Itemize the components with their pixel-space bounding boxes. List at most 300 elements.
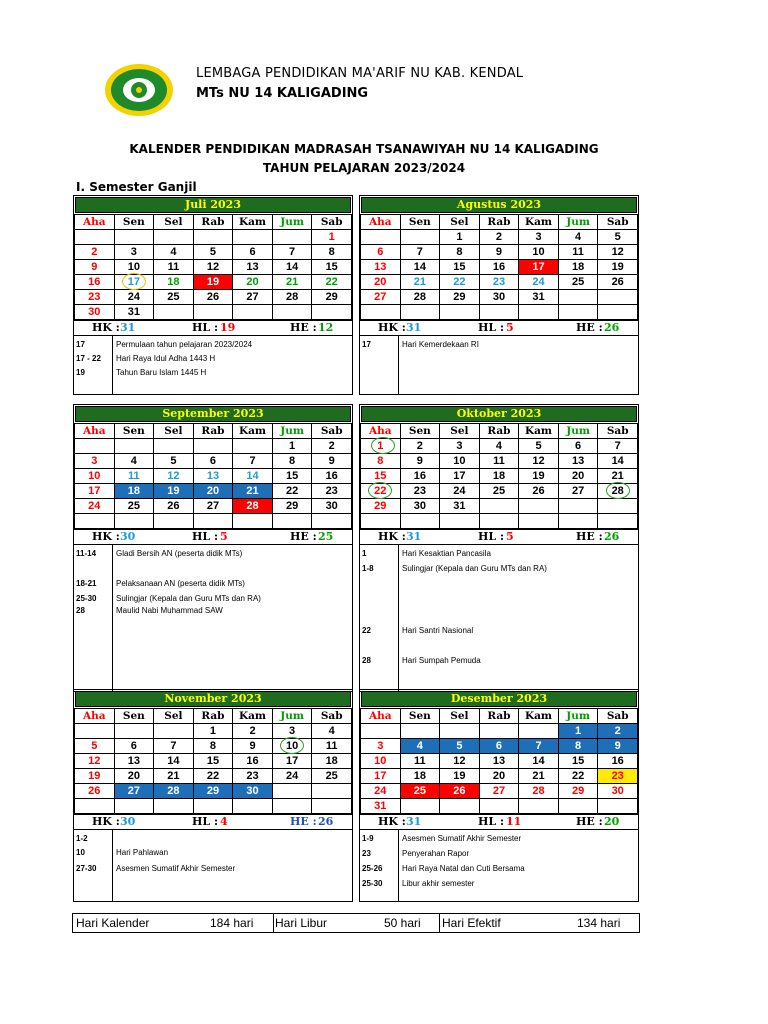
date-cell: 28 [519,784,559,799]
note-date: 10 [76,848,85,857]
he-value: 25 [318,530,334,543]
day-header: Sab [598,215,638,230]
date-cell: 1 [312,230,352,245]
semester-label: I. Semester Ganjil [76,180,197,194]
day-header: Jum [272,215,312,230]
date-cell: 5 [193,245,233,260]
day-header: Sab [312,424,352,439]
month-notes [360,830,638,901]
date-cell: 3 [114,245,154,260]
note-event: Hari Raya Natal dan Cuti Bersama [402,864,525,873]
date-cell [312,799,352,814]
month-notes [360,336,638,394]
date-cell: 19 [193,275,233,290]
date-cell: 2 [598,724,638,739]
highlighted-date: 1 [377,440,384,452]
month-stats [360,320,638,336]
calendar-days-label: Hari Kalender [76,916,150,930]
day-header: Sen [114,709,154,724]
date-cell: 27 [193,499,233,514]
note-date: 1 [362,549,367,558]
date-cell [272,305,312,320]
day-header: Sen [114,215,154,230]
date-cell: 20 [479,769,519,784]
month-title: Desember 2023 [361,691,637,707]
date-cell: 28 [400,290,440,305]
date-cell [193,230,233,245]
date-cell: 26 [519,484,559,499]
date-cell: 14 [272,260,312,275]
date-cell [193,514,233,529]
day-header: Rab [193,709,233,724]
effective-days-label: Hari Efektif [442,916,501,930]
note-event: Hari Kemerdekaan RI [402,340,479,349]
date-cell: 14 [400,260,440,275]
date-cell: 6 [361,245,401,260]
month-block [73,404,353,692]
he-label: HE : [576,530,603,543]
date-cell: 5 [598,230,638,245]
date-cell: 23 [400,484,440,499]
holidays-value: 50 hari [384,916,421,930]
he-value: 26 [604,530,620,543]
month-notes [360,545,638,691]
date-cell: 20 [558,469,598,484]
he-label: HE : [290,530,317,543]
date-cell [440,799,480,814]
date-cell: 15 [361,469,401,484]
date-cell: 14 [154,754,194,769]
date-cell: 19 [598,260,638,275]
date-cell: 9 [233,739,273,754]
date-cell [479,799,519,814]
date-cell [272,739,312,754]
date-cell: 7 [233,454,273,469]
day-header: Rab [479,424,519,439]
date-cell: 23 [479,275,519,290]
date-cell: 31 [519,290,559,305]
date-cell [75,514,115,529]
date-cell: 4 [400,739,440,754]
month-title: September 2023 [75,406,351,422]
day-header: Sab [312,215,352,230]
date-cell: 5 [440,739,480,754]
date-cell: 26 [598,275,638,290]
highlighted-date: 22 [374,485,387,497]
date-cell: 2 [400,439,440,454]
hk-label: HK : [92,530,120,543]
day-header: Sel [154,424,194,439]
calendar-table [74,708,352,814]
date-cell: 11 [479,454,519,469]
date-cell: 25 [400,784,440,799]
date-cell [272,799,312,814]
date-cell [400,799,440,814]
date-cell [193,305,233,320]
date-cell: 29 [272,499,312,514]
date-cell: 29 [193,784,233,799]
date-cell: 20 [193,484,233,499]
date-cell: 22 [272,484,312,499]
note-date: 27-30 [76,864,97,873]
note-date: 19 [76,368,85,377]
note-date: 25-30 [76,594,97,603]
date-cell: 30 [598,784,638,799]
note-date: 17 - 22 [76,354,101,363]
day-header: Jum [558,424,598,439]
date-cell: 17 [519,260,559,275]
summary-bar [72,913,640,933]
hl-label: HL : [478,321,505,334]
date-cell: 13 [233,260,273,275]
hk-value: 30 [120,530,136,543]
date-cell: 2 [233,724,273,739]
date-cell [272,230,312,245]
note-event: Gladi Bersih AN (peserta didik MTs) [116,549,243,558]
date-cell [75,230,115,245]
date-cell [312,514,352,529]
day-header: Kam [519,215,559,230]
date-cell: 11 [154,260,194,275]
hl-label: HL : [478,815,505,828]
date-cell [312,305,352,320]
date-cell: 8 [312,245,352,260]
date-cell: 3 [272,724,312,739]
calendar-table [74,423,352,529]
date-cell: 24 [361,784,401,799]
hl-value: 5 [506,530,514,543]
hl-value: 11 [506,815,522,828]
date-cell: 24 [272,769,312,784]
date-cell [400,514,440,529]
day-header: Sen [114,424,154,439]
date-cell: 17 [272,754,312,769]
day-header: Jum [558,709,598,724]
date-cell [598,514,638,529]
day-header: Aha [75,709,115,724]
date-cell [154,514,194,529]
date-cell [558,799,598,814]
day-header: Rab [193,215,233,230]
date-cell: 8 [558,739,598,754]
hk-label: HK : [378,815,406,828]
date-cell: 16 [598,754,638,769]
date-cell [193,439,233,454]
date-cell [114,275,154,290]
date-cell: 4 [154,245,194,260]
day-header: Aha [361,424,401,439]
day-header: Sab [598,424,638,439]
date-cell: 24 [114,290,154,305]
month-title: Agustus 2023 [361,197,637,213]
date-cell: 21 [519,769,559,784]
hk-value: 30 [120,815,136,828]
date-cell: 12 [440,754,480,769]
date-cell: 26 [193,290,233,305]
day-header: Sen [400,709,440,724]
date-cell: 11 [312,739,352,754]
date-cell: 28 [272,290,312,305]
date-cell: 13 [479,754,519,769]
date-cell [233,439,273,454]
date-cell: 4 [114,454,154,469]
hl-value: 4 [220,815,228,828]
date-cell: 9 [75,260,115,275]
date-cell: 12 [193,260,233,275]
date-cell: 16 [400,469,440,484]
date-cell [114,439,154,454]
date-cell: 1 [272,439,312,454]
hl-label: HL : [192,530,219,543]
note-date: 1-9 [362,834,374,843]
note-event: Hari Santri Nasional [402,626,474,635]
effective-days-value: 134 hari [577,916,621,930]
date-cell: 10 [361,754,401,769]
date-cell: 11 [558,245,598,260]
he-value: 20 [604,815,620,828]
hl-label: HL : [192,815,219,828]
date-cell [75,799,115,814]
hk-label: HK : [378,321,406,334]
date-cell [519,799,559,814]
note-date: 1-8 [362,564,374,573]
date-cell: 2 [75,245,115,260]
date-cell [233,230,273,245]
date-cell: 19 [75,769,115,784]
date-cell: 10 [75,469,115,484]
calendar-table [360,708,638,814]
month-block [359,404,639,692]
date-cell [519,514,559,529]
date-cell: 27 [558,484,598,499]
date-cell [558,499,598,514]
date-cell: 26 [440,784,480,799]
calendar-table [74,214,352,320]
date-cell [154,305,194,320]
date-cell: 21 [598,469,638,484]
note-event: Hari Raya Idul Adha 1443 H [116,354,216,363]
date-cell: 6 [193,454,233,469]
date-cell: 13 [361,260,401,275]
date-cell [440,724,480,739]
date-cell: 27 [114,784,154,799]
date-cell: 29 [361,499,401,514]
month-stats [74,814,352,830]
date-cell [361,305,401,320]
date-cell: 29 [558,784,598,799]
date-cell: 6 [479,739,519,754]
date-cell: 23 [75,290,115,305]
highlighted-date: 17 [127,276,140,288]
date-cell: 15 [312,260,352,275]
date-cell: 20 [233,275,273,290]
date-cell: 19 [519,469,559,484]
day-header: Aha [361,709,401,724]
hk-label: HK : [92,815,120,828]
date-cell [598,799,638,814]
day-header: Rab [193,424,233,439]
day-header: Jum [272,709,312,724]
date-cell [440,514,480,529]
hk-label: HK : [92,321,120,334]
month-block [73,195,353,395]
date-cell: 8 [361,454,401,469]
date-cell: 8 [272,454,312,469]
date-cell [598,290,638,305]
month-stats [74,320,352,336]
date-cell: 16 [233,754,273,769]
date-cell: 28 [154,784,194,799]
date-cell: 5 [154,454,194,469]
date-cell: 16 [312,469,352,484]
date-cell: 30 [233,784,273,799]
note-event: Pelaksanaan AN (peserta didik MTs) [116,579,245,588]
date-cell: 16 [75,275,115,290]
day-header: Kam [519,424,559,439]
institution-name: LEMBAGA PENDIDIKAN MA'ARIF NU KAB. KENDAL [196,66,524,81]
note-event: Tahun Baru Islam 1445 H [116,368,207,377]
date-cell: 31 [361,799,401,814]
note-event: Permulaan tahun pelajaran 2023/2024 [116,340,253,349]
date-cell: 1 [558,724,598,739]
date-cell: 18 [114,484,154,499]
date-cell [519,724,559,739]
date-cell: 9 [479,245,519,260]
date-cell [114,230,154,245]
he-value: 12 [318,321,334,334]
day-header: Jum [272,424,312,439]
date-cell: 25 [479,484,519,499]
date-cell: 1 [193,724,233,739]
date-cell [479,724,519,739]
he-label: HE : [290,321,317,334]
date-cell: 22 [440,275,480,290]
month-title: November 2023 [75,691,351,707]
date-cell: 21 [400,275,440,290]
date-cell: 14 [598,454,638,469]
date-cell: 4 [558,230,598,245]
date-cell: 1 [440,230,480,245]
date-cell [519,499,559,514]
date-cell [193,799,233,814]
date-cell: 10 [440,454,480,469]
date-cell: 11 [400,754,440,769]
he-label: HE : [290,815,317,828]
date-cell: 23 [598,769,638,784]
hk-value: 31 [406,815,422,828]
date-cell: 4 [479,439,519,454]
date-cell: 22 [193,769,233,784]
date-cell: 9 [598,739,638,754]
hk-label: HK : [378,530,406,543]
date-cell [154,439,194,454]
date-cell [519,305,559,320]
note-event: Penyerahan Rapor [402,849,470,858]
date-cell [598,305,638,320]
date-cell: 7 [272,245,312,260]
date-cell: 30 [400,499,440,514]
date-cell: 27 [479,784,519,799]
date-cell [361,230,401,245]
date-cell [400,724,440,739]
calendar-title: KALENDER PENDIDIKAN MADRASAH TSANAWIYAH NU 14 KALIGADING [129,142,599,156]
day-header: Rab [479,709,519,724]
date-cell [75,724,115,739]
date-cell: 20 [114,769,154,784]
he-value: 26 [604,321,620,334]
note-date: 28 [362,656,371,665]
date-cell: 26 [154,499,194,514]
hk-value: 31 [120,321,136,334]
month-block [359,195,639,395]
day-header: Aha [75,215,115,230]
date-cell [479,499,519,514]
date-cell: 12 [154,469,194,484]
date-cell: 19 [440,769,480,784]
date-cell: 18 [154,275,194,290]
day-header: Kam [519,709,559,724]
date-cell [361,439,401,454]
date-cell: 15 [272,469,312,484]
date-cell [479,514,519,529]
hk-value: 31 [406,530,422,543]
date-cell: 10 [519,245,559,260]
date-cell: 24 [440,484,480,499]
date-cell: 25 [312,769,352,784]
date-cell: 27 [361,290,401,305]
date-cell: 30 [312,499,352,514]
note-date: 25-30 [362,879,383,888]
month-title: Juli 2023 [75,197,351,213]
note-date: 17 [76,340,85,349]
note-event: Sulingjar (Kepala dan Guru MTs dan RA) [116,594,261,603]
date-cell: 12 [598,245,638,260]
date-cell: 18 [558,260,598,275]
date-cell [233,799,273,814]
date-cell: 17 [361,769,401,784]
note-event: Maulid Nabi Muhammad SAW [116,606,223,615]
school-name: MTs NU 14 KALIGADING [196,86,369,101]
date-cell: 25 [114,499,154,514]
date-cell: 15 [193,754,233,769]
date-cell: 15 [440,260,480,275]
date-cell: 25 [154,290,194,305]
date-cell [361,484,401,499]
highlighted-date: 28 [611,485,624,497]
day-header: Sen [400,424,440,439]
date-cell: 9 [312,454,352,469]
day-header: Sen [400,215,440,230]
date-cell [361,724,401,739]
date-cell: 8 [440,245,480,260]
date-cell: 19 [154,484,194,499]
date-cell: 7 [154,739,194,754]
date-cell: 2 [312,439,352,454]
date-cell: 18 [479,469,519,484]
date-cell: 3 [75,454,115,469]
date-cell [154,724,194,739]
note-date: 11-14 [76,549,97,558]
note-date: 18-21 [76,579,97,588]
note-event: Asesmen Sumatif Akhir Semester [402,834,522,843]
date-cell: 25 [558,275,598,290]
date-cell: 24 [75,499,115,514]
date-cell: 31 [114,305,154,320]
day-header: Kam [233,215,273,230]
date-cell: 3 [519,230,559,245]
date-cell: 13 [558,454,598,469]
note-date: 23 [362,849,371,858]
